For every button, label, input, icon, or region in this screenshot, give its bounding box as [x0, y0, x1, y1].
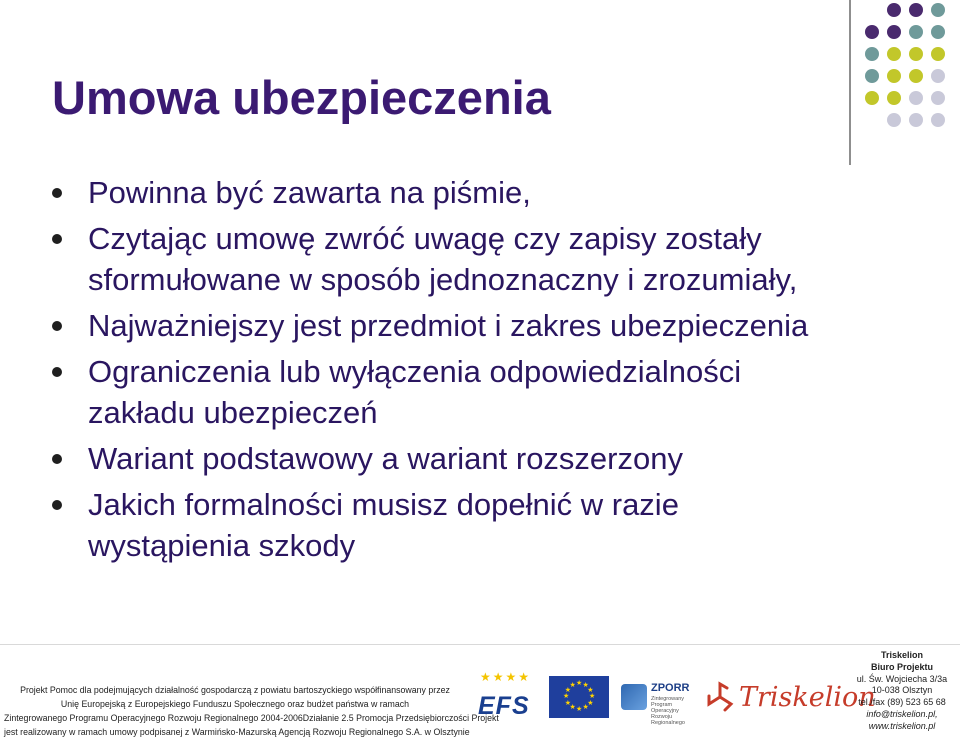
eu-star-icon: ★ [587, 686, 594, 694]
efs-stars-icon: ★★★★ [480, 670, 532, 684]
decor-dot [931, 47, 945, 61]
eu-star-icon: ★ [576, 706, 583, 713]
contact-block: Triskelion Biuro Projektu ul. Św. Wojciecha 3/3a 10-038 Olsztyn tel./fax (89) 523 65 68 info@triskelion.pl, www.triskelion.pl [846, 650, 958, 733]
eu-star-icon: ★ [564, 686, 572, 694]
decor-dot [909, 25, 923, 39]
bullet-list [52, 172, 842, 571]
zporr-mark-icon [621, 684, 647, 710]
decor-dot [865, 91, 879, 105]
decor-dot-grid [862, 0, 960, 150]
bullet-item: Czytając umowę zwróć uwagę czy zapisy zostały sformułowane w sposób jednoznaczny i zrozumiały, [52, 218, 842, 300]
decor-dot [909, 47, 923, 61]
eu-star-icon: ★ [569, 681, 576, 689]
decor-dot [887, 113, 901, 127]
bullet-dot-icon [52, 500, 62, 510]
bullet-dot-icon [52, 454, 62, 464]
decor-dot [931, 69, 945, 83]
bullet-item: Ograniczenia lub wyłączenia odpowiedzialności zakładu ubezpieczeń [52, 351, 842, 433]
decor-dot [865, 69, 879, 83]
eu-flag-logo [549, 676, 609, 718]
decor-dot [909, 69, 923, 83]
bullet-dot-icon [52, 321, 62, 331]
decor-dot [931, 3, 945, 17]
eu-star-icon: ★ [589, 693, 596, 700]
eu-star-icon: ★ [569, 704, 576, 712]
decor-dot [909, 113, 923, 127]
eu-star-icon: ★ [582, 704, 589, 712]
decor-dot [887, 69, 901, 83]
bullet-item: Jakich formalności musisz dopełnić w razie wystąpienia szkody [52, 484, 842, 566]
bullet-item: Najważniejszy jest przedmiot i zakres ubezpieczenia [52, 305, 842, 346]
eu-star-icon: ★ [587, 699, 594, 707]
eu-star-icon: ★ [563, 693, 570, 700]
triskelion-logo: Triskelion [703, 678, 843, 722]
decor-dot [931, 113, 945, 127]
decor-dot [887, 25, 901, 39]
bullet-item: Powinna być zawarta na piśmie, [52, 172, 842, 213]
contact-email-link[interactable]: info@triskelion.pl, [866, 708, 938, 719]
bullet-dot-icon [52, 234, 62, 244]
decor-dot [865, 25, 879, 39]
decor-dot [865, 47, 879, 61]
bullet-item: Wariant podstawowy a wariant rozszerzony [52, 438, 842, 479]
decor-dot [909, 3, 923, 17]
bullet-dot-icon [52, 367, 62, 377]
eu-star-icon: ★ [564, 699, 572, 707]
eu-star-icon: ★ [576, 680, 583, 687]
decor-dot [909, 91, 923, 105]
decor-dot [887, 47, 901, 61]
decor-dot [887, 3, 901, 17]
bullet-dot-icon [52, 188, 62, 198]
decor-dot [887, 91, 901, 105]
triskelion-symbol-icon [703, 680, 737, 714]
contact-website-link[interactable]: www.triskelion.pl [868, 720, 936, 731]
decor-dot [931, 25, 945, 39]
slide-title: Umowa ubezpieczenia [52, 71, 551, 124]
decor-dot [931, 91, 945, 105]
eu-star-icon: ★ [582, 681, 589, 689]
decor-divider-line [849, 0, 851, 165]
project-info-text: Projekt Pomoc dla podejmujących działalność gospodarczą z powiatu bartoszyckiego współfinansowany przez Unię Europejską z Europejskiego Funduszu Społecznego oraz budżet państwa w ramach Zintegrowanego Programu Operacyjnego Rozwoju Regionalnego 2004-2006Działanie 2.5 Promocja Przedsiębiorczości Projekt jest realizowany w ramach umowy podpisanej z Warmińsko-Mazurską Agencją Rozwoju Regionalnego S.A. w Olsztynie [4, 685, 499, 737]
efs-logo: ★★★★ EFS [478, 670, 532, 720]
zporr-logo: ZPORR Zintegrowany Program Operacyjny Rozwoju Regionalnego [621, 678, 701, 720]
